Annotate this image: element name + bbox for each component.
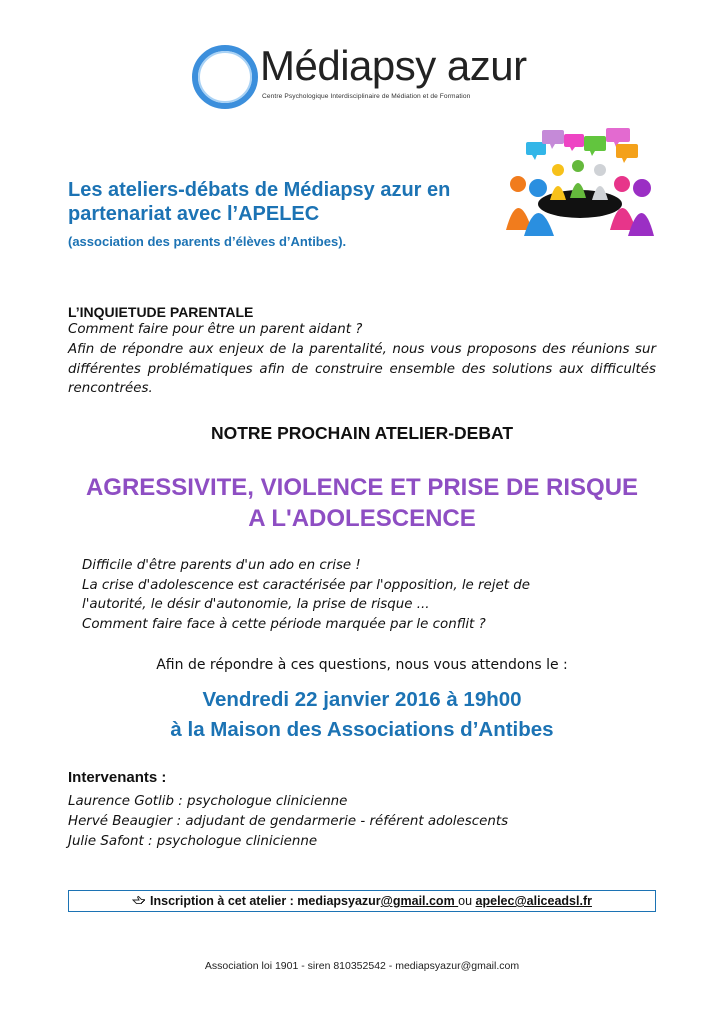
logo-tagline: Centre Psychologique Interdisciplinaire de Médiation et de Formation — [262, 93, 471, 100]
invite-text: Afin de répondre à ces questions, nous vous attendons le : — [156, 657, 568, 673]
logo-brand: Médiapsy azur — [260, 42, 527, 89]
people-discussion-icon — [498, 126, 656, 238]
signup-email-1-link[interactable]: @gmail.com — [380, 894, 459, 908]
signup-box — [68, 890, 656, 912]
workshop-theme — [0, 472, 724, 534]
intro-paragraph: Afin de répondre aux enjeux de la parentalité, nous vous proposons des réunions sur différentes problématiques afin de construire ensemble des solutions aux difficultés rencontrées. — [68, 342, 656, 396]
page-subtitle: (association des parents d’élèves d’Antibes). — [68, 234, 347, 249]
next-workshop-label: NOTRE PROCHAIN ATELIER-DEBAT — [210, 423, 514, 443]
signup-label: Inscription à cet atelier : — [150, 894, 298, 908]
section-title: L’INQUIETUDE PARENTALE — [68, 304, 254, 320]
workshop-theme-line-2: A L'ADOLESCENCE — [248, 505, 476, 532]
page-title: Les ateliers-débats de Médiapsy azur en partenariat avec l’APELEC — [68, 179, 451, 225]
description-line: Comment faire face à cette période marquée par le conflit ? — [82, 616, 486, 632]
people-figures — [506, 160, 654, 236]
speakers-title: Intervenants : — [68, 769, 167, 786]
signup-separator: ou — [458, 894, 476, 908]
description-line: l'autorité, le désir d'autonomie, la prise de risque ... — [82, 597, 430, 612]
speakers-list — [68, 792, 508, 852]
signup-email-1-prefix: mediapsyazur — [297, 894, 381, 908]
speech-bubbles — [526, 128, 638, 163]
speaker-item: Hervé Beaugier : adjudant de gendarmerie - référent adolescents — [68, 814, 509, 829]
speaker-item: Julie Safont : psychologue clinicienne — [68, 834, 318, 849]
logo — [192, 40, 527, 120]
description-line: La crise d'adolescence est caractérisée par l'opposition, le rejet de — [82, 577, 531, 593]
workshop-theme-line-1: AGRESSIVITE, VIOLENCE ET PRISE DE RISQUE — [85, 474, 639, 501]
footer: Association loi 1901 - siren 810352542 - mediapsyazur@gmail.com — [204, 960, 520, 972]
description-line: Difficile d'être parents d'un ado en crise ! — [82, 558, 361, 573]
event-date: Vendredi 22 janvier 2016 à 19h00 — [202, 688, 522, 711]
signup-email-2-link[interactable]: apelec@aliceadsl.fr — [475, 894, 592, 908]
event-place: à la Maison des Associations d’Antibes — [170, 718, 554, 741]
workshop-description — [82, 556, 530, 634]
logo-ring-icon — [192, 44, 258, 110]
intro-question: Comment faire pour être un parent aidant ? — [68, 322, 363, 337]
speaker-item: Laurence Gotlib : psychologue clinicienne — [68, 794, 348, 809]
pointing-hand-icon — [132, 894, 146, 906]
